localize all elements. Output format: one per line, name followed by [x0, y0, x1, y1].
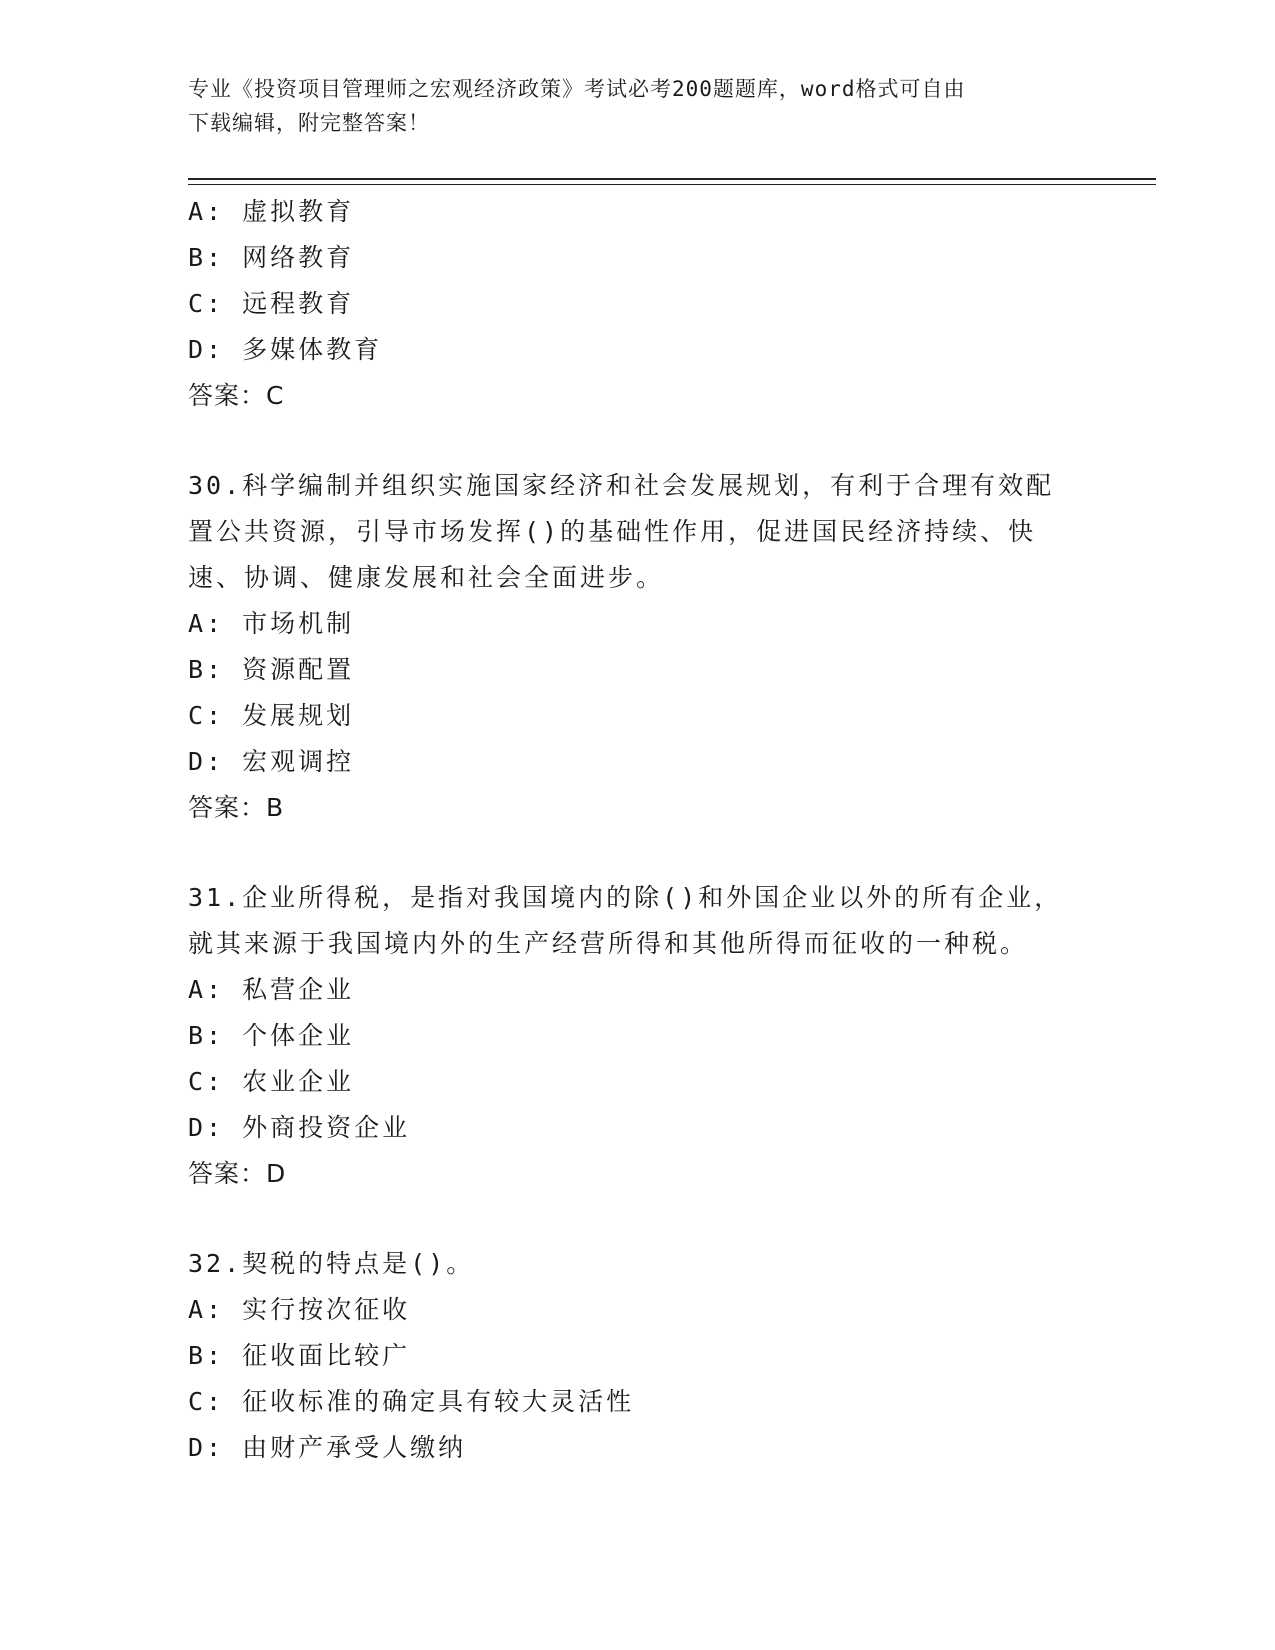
header-rule-thick: [188, 178, 1156, 180]
question-32: [188, 1241, 1088, 1471]
spacer: [188, 831, 1088, 875]
option-a: A: 私营企业: [188, 975, 355, 1004]
option-b: B: 资源配置: [188, 655, 355, 684]
option-b: B: 网络教育: [188, 243, 355, 272]
option-d: D: 外商投资企业: [188, 1113, 411, 1142]
question-stem: 31.企业所得税，是指对我国境内的除()和外国企业以外的所有企业，: [188, 883, 1063, 912]
header-rule-thin: [188, 184, 1156, 185]
question-stem: 置公共资源，引导市场发挥()的基础性作用，促进国民经济持续、快: [188, 517, 1037, 546]
option-a: A: 市场机制: [188, 609, 355, 638]
option-c: C: 远程教育: [188, 289, 355, 318]
question-31: [188, 875, 1088, 1197]
option-c: C: 农业企业: [188, 1067, 355, 1096]
option-b: B: 个体企业: [188, 1021, 355, 1050]
question-stem: 速、协调、健康发展和社会全面进步。: [188, 563, 665, 592]
option-a: A: 虚拟教育: [188, 197, 355, 226]
question-stem: 就其来源于我国境内外的生产经营所得和其他所得而征收的一种税。: [188, 929, 1029, 958]
question-30: [188, 463, 1088, 831]
document-header: [188, 72, 1088, 140]
question-list: [188, 189, 1088, 1471]
option-c: C: 征收标准的确定具有较大灵活性: [188, 1387, 635, 1416]
question-stem: 32.契税的特点是()。: [188, 1249, 475, 1278]
option-d: D: 宏观调控: [188, 747, 355, 776]
option-d: D: 多媒体教育: [188, 335, 383, 364]
option-a: A: 实行按次征收: [188, 1295, 411, 1324]
option-c: C: 发展规划: [188, 701, 355, 730]
question-29: [188, 189, 1088, 419]
option-b: B: 征收面比较广: [188, 1341, 411, 1370]
header-line-2: 下载编辑，附完整答案！: [188, 111, 430, 135]
spacer: [188, 1197, 1088, 1241]
header-line-1: 专业《投资项目管理师之宏观经济政策》考试必考200题题库，word格式可自由: [188, 77, 966, 101]
spacer: [188, 419, 1088, 463]
answer: 答案：C: [188, 381, 285, 410]
answer: 答案：D: [188, 1159, 287, 1188]
option-d: D: 由财产承受人缴纳: [188, 1433, 467, 1462]
answer: 答案：B: [188, 793, 285, 822]
question-stem: 30.科学编制并组织实施国家经济和社会发展规划，有利于合理有效配: [188, 471, 1055, 500]
